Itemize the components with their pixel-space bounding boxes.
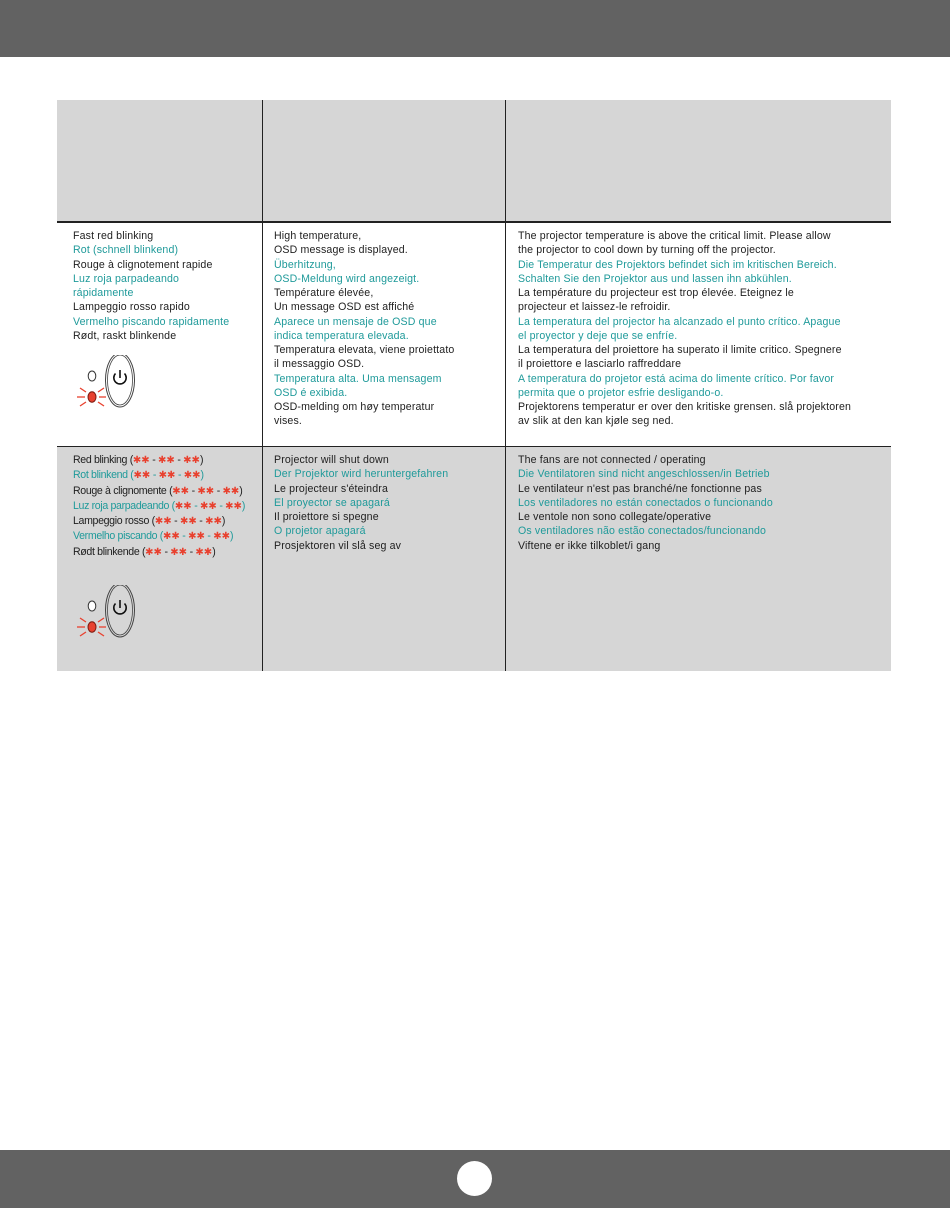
solution-de-cont: Schalten Sie den Projektor aus und lassen ihn abkühlen. bbox=[518, 272, 792, 285]
blink-marks: ✱✱ bbox=[183, 470, 201, 482]
solution-pt: A temperatura do projetor está acima do limente crítico. Por favor bbox=[518, 372, 835, 385]
led-status-cell bbox=[73, 229, 258, 343]
led-status-de bbox=[73, 468, 258, 483]
led-status-de: Rot (schnell blinkend) bbox=[73, 244, 179, 257]
solution-it-cont: il proiettore e lasciarlo raffreddare bbox=[518, 358, 682, 371]
column-divider bbox=[262, 447, 263, 671]
power-led-blinking-icon bbox=[75, 355, 137, 417]
blink-marks: ✱✱ bbox=[213, 531, 230, 543]
description-no: Prosjektoren vil slå seg av bbox=[274, 539, 402, 552]
description-pt: O projetor apagará bbox=[274, 525, 366, 538]
troubleshooting-table bbox=[57, 100, 891, 671]
description-es-cont: indica temperatura elevada. bbox=[274, 329, 409, 342]
description-no-cont: vises. bbox=[274, 415, 302, 428]
solution-de: Die Temperatur des Projektors befindet sich im kritischen Bereich. bbox=[518, 258, 837, 271]
led-status-es: Luz roja parpadeando bbox=[73, 272, 180, 285]
led-status-label: Red blinking bbox=[73, 454, 130, 466]
blink-separator: - bbox=[189, 484, 198, 497]
blink-marks: ✱✱ bbox=[195, 546, 213, 558]
blink-separator: - bbox=[187, 545, 196, 558]
column-divider bbox=[505, 100, 506, 221]
blink-pattern-close: ) bbox=[221, 515, 226, 527]
blink-marks: ✱✱ bbox=[174, 500, 192, 512]
blink-pattern-open: ( bbox=[129, 454, 133, 466]
description-it-cont: il messaggio OSD. bbox=[274, 358, 365, 371]
blink-separator: - bbox=[174, 454, 184, 466]
led-status-fr bbox=[73, 484, 258, 499]
power-led-blinking-icon bbox=[75, 585, 137, 647]
blink-separator: - bbox=[149, 454, 159, 466]
blink-separator: - bbox=[196, 515, 206, 527]
led-status-fr: Rouge à clignotement rapide bbox=[73, 258, 213, 271]
bottom-bar bbox=[0, 1150, 950, 1208]
blink-marks: ✱✱ bbox=[183, 455, 200, 466]
led-status-pt: Vermelho piscando rapidamente bbox=[73, 315, 230, 328]
column-divider bbox=[505, 223, 506, 446]
description-cell bbox=[274, 229, 499, 429]
blink-marks: ✱✱ bbox=[145, 546, 162, 558]
led-status-cell bbox=[73, 453, 258, 560]
description-fr-cont: Un message OSD est affiché bbox=[274, 301, 415, 314]
led-status-it bbox=[73, 514, 258, 529]
table-row-high-temperature bbox=[57, 223, 891, 447]
column-divider bbox=[262, 100, 263, 221]
solution-it: Le ventole non sono collegate/operative bbox=[518, 511, 712, 523]
solution-it: La temperatura del proiettore ha superato il limite critico. Spegnere bbox=[518, 344, 842, 356]
solution-es: La temperatura del projector ha alcanzado el punto crítico. Apague bbox=[518, 315, 841, 328]
page-number-badge bbox=[457, 1161, 492, 1196]
blink-marks: ✱✱ bbox=[133, 470, 151, 482]
column-divider bbox=[505, 447, 506, 671]
led-status-label: Rot blinkend bbox=[73, 469, 131, 482]
led-status-no bbox=[73, 545, 258, 560]
blink-pattern-close: ) bbox=[212, 545, 216, 558]
description-pt: Temperatura alta. Uma mensagem bbox=[274, 372, 442, 385]
led-status-pt bbox=[73, 529, 258, 544]
description-no: OSD-melding om høy temperatur bbox=[274, 401, 435, 413]
solution-fr: La température du projecteur est trop élevée. Eteignez le bbox=[518, 287, 794, 299]
blink-separator: - bbox=[191, 499, 200, 512]
blink-separator: - bbox=[171, 515, 180, 527]
description-fr: Le projecteur s'éteindra bbox=[274, 482, 388, 495]
solution-fr-cont: projecteur et laissez-le refroidir. bbox=[518, 301, 671, 314]
description-en-cont: OSD message is displayed. bbox=[274, 244, 408, 257]
top-bar bbox=[0, 0, 950, 57]
blink-separator: - bbox=[175, 469, 184, 482]
table-row-fan-failure bbox=[57, 447, 891, 671]
description-cell bbox=[274, 453, 499, 553]
blink-marks: ✱✱ bbox=[197, 485, 215, 497]
solution-en: The fans are not connected / operating bbox=[518, 454, 706, 466]
solution-en-cont: the projector to cool down by turning off the projector. bbox=[518, 244, 776, 257]
blink-pattern-open: ( bbox=[130, 469, 134, 482]
blink-pattern-close: ) bbox=[199, 454, 204, 466]
description-pt-cont: OSD é exibida. bbox=[274, 386, 348, 399]
blink-pattern-open: ( bbox=[151, 515, 155, 527]
blink-marks: ✱✱ bbox=[170, 546, 188, 558]
led-status-label: Luz roja parpadeando bbox=[73, 499, 172, 512]
description-es: El proyector se apagará bbox=[274, 496, 390, 509]
solution-en: The projector temperature is above the critical limit. Please allow bbox=[518, 230, 831, 242]
blink-marks: ✱✱ bbox=[158, 455, 175, 466]
blink-marks: ✱✱ bbox=[222, 485, 240, 497]
description-en: High temperature, bbox=[274, 230, 362, 242]
description-de: Überhitzung, bbox=[274, 258, 336, 271]
solution-de: Die Ventilatoren sind nicht angeschlossen/in Betrieb bbox=[518, 468, 770, 481]
blink-marks: ✱✱ bbox=[205, 516, 222, 527]
blink-pattern-close: ) bbox=[241, 499, 246, 512]
solution-cell bbox=[518, 453, 886, 553]
description-es: Aparece un mensaje de OSD que bbox=[274, 315, 437, 328]
blink-pattern-open: ( bbox=[141, 545, 146, 558]
description-fr: Température élevée, bbox=[274, 287, 374, 299]
solution-no: Viftene er ikke tilkoblet/i gang bbox=[518, 539, 661, 552]
blink-separator: - bbox=[161, 545, 171, 558]
solution-no: Projektorens temperatur er over den kritiske grensen. slå projektoren bbox=[518, 401, 852, 413]
solution-es-cont: el proyector y deje que se enfríe. bbox=[518, 329, 678, 342]
blink-marks: ✱✱ bbox=[162, 531, 180, 543]
solution-pt-cont: permita que o projetor esfrie desligando-o. bbox=[518, 386, 724, 399]
blink-marks: ✱✱ bbox=[188, 531, 205, 543]
solution-no-cont: av slik at den kan kjøle seg ned. bbox=[518, 415, 674, 428]
description-it: Il proiettore si spegne bbox=[274, 511, 379, 523]
blink-marks: ✱✱ bbox=[172, 485, 190, 497]
led-status-es-cont: rápidamente bbox=[73, 287, 134, 299]
led-status-en: Fast red blinking bbox=[73, 230, 154, 242]
led-status-label: Lampeggio rosso bbox=[73, 515, 152, 527]
led-status-it: Lampeggio rosso rapido bbox=[73, 301, 190, 314]
blink-marks: ✱✱ bbox=[225, 500, 242, 512]
solution-pt: Os ventiladores não estão conectados/funcionando bbox=[518, 525, 767, 538]
led-status-label: Vermelho piscando bbox=[73, 530, 160, 543]
description-en: Projector will shut down bbox=[274, 454, 389, 466]
led-status-label: Rødt blinkende bbox=[73, 545, 142, 558]
blink-marks: ✱✱ bbox=[200, 500, 217, 512]
led-status-es bbox=[73, 499, 258, 514]
blink-separator: - bbox=[150, 469, 159, 482]
blink-marks: ✱✱ bbox=[179, 516, 197, 527]
led-status-label: Rouge à clignomente bbox=[73, 484, 170, 497]
led-status-no: Rødt, raskt blinkende bbox=[73, 329, 177, 342]
blink-pattern-close: ) bbox=[229, 530, 234, 543]
blink-separator: - bbox=[216, 499, 226, 512]
blink-marks: ✱✱ bbox=[158, 470, 176, 482]
description-de-cont: OSD-Meldung wird angezeigt. bbox=[274, 272, 420, 285]
blink-pattern-open: ( bbox=[159, 530, 163, 543]
led-status-en bbox=[73, 453, 258, 468]
description-de: Der Projektor wird heruntergefahren bbox=[274, 468, 449, 481]
blink-separator: - bbox=[179, 530, 189, 543]
blink-separator: - bbox=[214, 484, 223, 497]
solution-es: Los ventiladores no están conectados o funcionando bbox=[518, 496, 773, 509]
blink-pattern-open: ( bbox=[169, 484, 173, 497]
solution-fr: Le ventilateur n'est pas branché/ne fonctionne pas bbox=[518, 482, 762, 495]
description-it: Temperatura elevata, viene proiettato bbox=[274, 344, 455, 356]
column-divider bbox=[262, 223, 263, 446]
table-header-row bbox=[57, 100, 891, 223]
blink-pattern-close: ) bbox=[239, 484, 243, 497]
blink-pattern-close: ) bbox=[200, 469, 204, 482]
solution-cell bbox=[518, 229, 886, 429]
blink-pattern-open: ( bbox=[171, 499, 175, 512]
blink-separator: - bbox=[204, 530, 214, 543]
blink-marks: ✱✱ bbox=[154, 516, 172, 527]
blink-marks: ✱✱ bbox=[132, 455, 150, 466]
